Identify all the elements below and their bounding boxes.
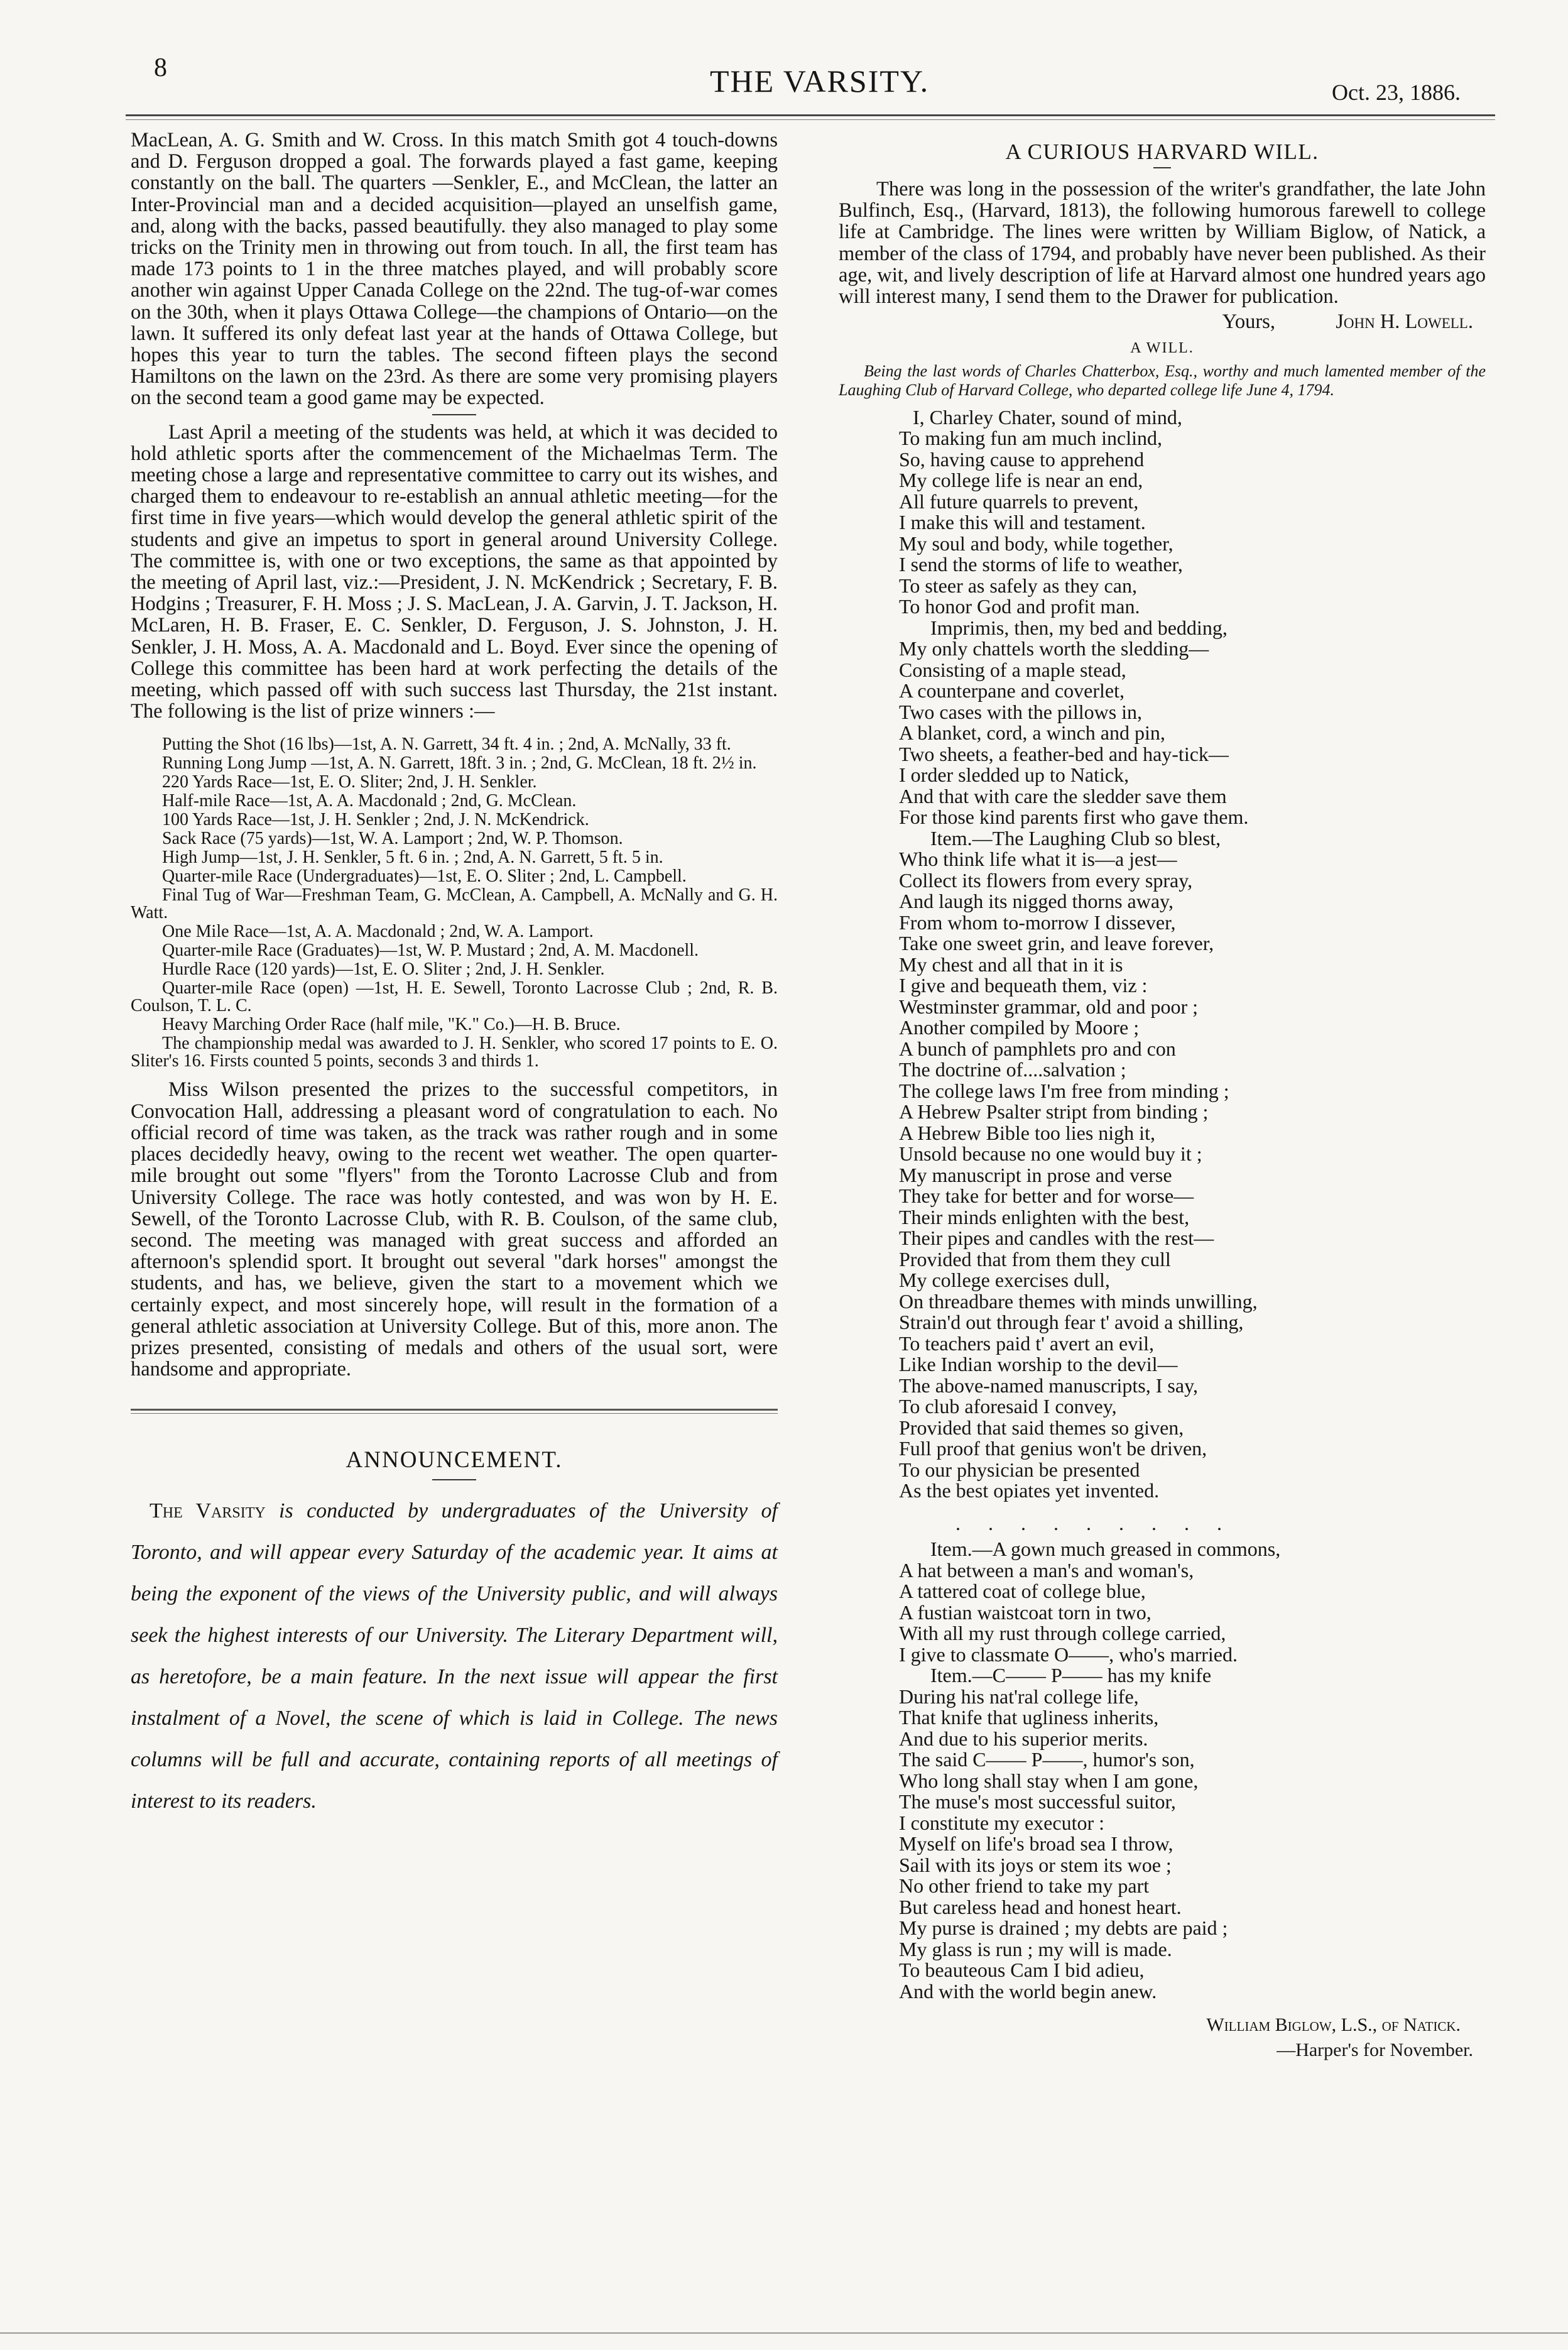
poem-line: Sail with its joys or stem its woe ; (899, 1853, 1172, 1876)
poem-line: Consisting of a maple stead, (899, 658, 1126, 681)
poem-line: To teachers paid t' avert an evil, (899, 1331, 1155, 1355)
poem-line: And laugh its nigged thorns away, (899, 890, 1173, 913)
poem-line: To steer as safely as they can, (899, 574, 1137, 597)
poem-line: Like Indian worship to the devil— (899, 1353, 1178, 1376)
poem-line: All future quarrels to prevent, (899, 489, 1139, 513)
poem-line: My soul and body, while together, (899, 532, 1173, 555)
poem-line: Item.—A gown much greased in commons, (930, 1538, 1281, 1561)
poem-line: A tattered coat of college blue, (899, 1580, 1146, 1603)
prize-entry: Heavy Marching Order Race (half mile, "K." Co.)—H. B. Bruce. (162, 1015, 621, 1035)
header-rule-thin (126, 119, 1495, 120)
athletic-meeting-paragraph: Last April a meeting of the students was held, at which it was decided to hold athletic sports after the commencement of the Michaelmas Term. The meeting chose a large and representative committee to carry out its wishes, and charged them to endeavour to re-establish an annual athletic meeting—for the first time in five years—which would develop the general athletic spirit of the students and give an impetus to sport in general around University College. The committee is, with one or two exceptions, the same as that appointed by the meeting of April last, viz.:—President, J. N. McKendrick ; Secretary, F. B. Hodgins ; Treasurer, F. H. Moss ; J. S. MacLean, J. A. Garvin, J. T. Jackson, H. McLaren, H. B. Fraser, E. C. Senkler, D. Ferguson, J. S. Johnston, J. H. Senkler, J. H. Moss, A. A. Macdonald and L. Boyd. Ever since the opening of College this committee has been hard at work perfecting the details of the meeting, which passed off with such success last Thursday, the 21st instant. The following is the list of prize winners :— (131, 420, 778, 723)
poem-line: To our physician be presented (899, 1458, 1140, 1481)
letter-author: John H. Lowell. (1336, 310, 1473, 334)
will-heading: A WILL. (1130, 340, 1194, 357)
football-report-paragraph: MacLean, A. G. Smith and W. Cross. In this match Smith got 4 touch-downs and D. Ferguson dropped a goal. The forwards played a fast game, keeping constantly on the ball. The quarters —Senkler, E., and McClean, the latter an Inter-Provincial man and a decided acquisition—played an unselfish game, and, along with the backs, passed beautifully. they also managed to play some tricks on the Trinity men in throwing out from touch. In all, the first team has made 173 points to 1 in the three matches played, and will probably score another win against Upper Canada College on the 22nd. The tug-of-war comes on the 30th, when it plays Ottawa College—the champions of Ontario—on the lawn. It suffered its only defeat last year at the hands of Ottawa College, but hopes this year to turn the tables. The second fifteen plays the second Hamiltons on the lawn on the 23rd. As there are some very promising players on the second team a good game may be expected. (131, 129, 778, 410)
prize-entry: Running Long Jump —1st, A. N. Garrett, 18ft. 3 in. ; 2nd, G. McClean, 18 ft. 2½ in. (162, 753, 757, 773)
poem-line: No other friend to take my part (899, 1874, 1150, 1898)
poem-line: But careless head and honest heart. (899, 1895, 1182, 1918)
letter-signature (839, 311, 1473, 332)
poem-line: I, Charley Chater, sound of mind, (913, 405, 1182, 429)
will-subtitle: Being the last words of Charles Chatterbox, Esq., worthy and much lamented member of the Laughing Club of Harvard College, who departed college life June 4, 1794. (839, 361, 1486, 399)
poem-line: The college laws I'm free from minding ; (899, 1079, 1229, 1102)
gutter-mark (0, 126, 8, 390)
poem-line: A hat between a man's and woman's, (899, 1558, 1194, 1582)
section-divider (432, 414, 476, 415)
prize-entry: Half-mile Race—1st, A. A. Macdonald ; 2nd, G. McClean. (162, 791, 577, 811)
poem-line: Their minds enlighten with the best, (899, 1205, 1190, 1228)
poem-line: A blanket, cord, a winch and pin, (899, 721, 1165, 745)
poem-line: To beauteous Cam I bid adieu, (899, 1959, 1145, 1982)
poem-line: I give to classmate O——, who's married. (899, 1642, 1238, 1666)
poem-line: Myself on life's broad sea I throw, (899, 1832, 1173, 1855)
poem-line: Another compiled by Moore ; (899, 1016, 1140, 1039)
right-column (839, 129, 1486, 2062)
poem-line: My chest and all that in it is (899, 953, 1123, 976)
prize-entry: Putting the Shot (16 lbs)—1st, A. N. Garrett, 34 ft. 4 in. ; 2nd, A. McNally, 33 ft. (162, 735, 731, 755)
poem-line: Who long shall stay when I am gone, (899, 1769, 1199, 1792)
poem-line: Who think life what it is—a jest— (899, 848, 1177, 871)
poem-line: A bunch of pamphlets pro and con (899, 1037, 1176, 1060)
header-rule (126, 114, 1495, 116)
announcement-title: ANNOUNCEMENT. (346, 1447, 563, 1473)
poem-line: Unsold because no one would buy it ; (899, 1142, 1202, 1166)
page-header (0, 0, 1568, 126)
harvard-will-title: A CURIOUS HARVARD WILL. (1005, 139, 1319, 164)
harvard-will-intro: There was long in the possession of the writer's grandfather, the late John Bulfinch, Esq., (Harvard, 1813), the following humorous farewell to college life at Cambridge. The lines were written by William Biglow, of Natick, a member of the class of 1794, and probably have never been published. As their age, wit, and lively description of life at Harvard almost one hundred years ago will interest many, I send them to the Drawer for publication. (839, 178, 1486, 309)
page-number: 8 (154, 53, 167, 82)
poem-line: The said C—— P——, humor's son, (899, 1748, 1195, 1771)
poem-line: Provided that said themes so given, (899, 1416, 1184, 1439)
poem-line: Westminster grammar, old and poor ; (899, 995, 1199, 1018)
spacer (131, 722, 778, 736)
poem-line: The muse's most successful suitor, (899, 1790, 1176, 1813)
poem-line: Two cases with the pillows in, (899, 700, 1143, 723)
poem-line: My manuscript in prose and verse (899, 1163, 1172, 1186)
poem-line: To making fun am much inclind, (899, 427, 1163, 450)
bottom-rule (0, 2332, 1568, 2334)
prize-presentation-paragraph: Miss Wilson presented the prizes to the successful competitors, in Convocation Hall, addressing a pleasant word of congratulation to each. No official record of time was taken, as the track was rather rough and in some places decidedly heavy, owing to the recent wet weather. The open quarter-mile brought out some "flyers" from the Toronto Lacrosse Club and from University College. The race was hotly contested, and was won by H. E. Sewell, of the Toronto Lacrosse Club, with R. B. Coulson, of the same club, second. The meeting was managed with great success and afforded an afternoon's splendid sport. It brought out several "dark horses" amongst the students, and has, we believe, given the start to a movement which we certainly expect, and most sincerely hope, will result in the formation of a general athletic association at University College. But of this, more anon. The prizes presented, consisting of medals and others of the usual sort, were handsome and appropriate. (131, 1078, 778, 1381)
poem-line: And that with care the sledder save them (899, 784, 1227, 807)
prize-entry: Hurdle Race (120 yards)—1st, E. O. Sliter ; 2nd, J. H. Senkler. (162, 959, 605, 980)
poem-line: I order sledded up to Natick, (899, 763, 1130, 787)
poem-line: Item.—C—— P—— has my knife (930, 1664, 1212, 1687)
poem-line: A Hebrew Psalter stript from binding ; (899, 1100, 1209, 1123)
poem-line: My college exercises dull, (899, 1269, 1110, 1292)
poem-line: The above-named manuscripts, I say, (899, 1374, 1198, 1397)
poem-line: I make this will and testament. (899, 511, 1146, 534)
announcement-text (131, 1490, 778, 1822)
poem-line: I give and bequeath them, viz : (899, 974, 1148, 997)
poem-line: To club aforesaid I convey, (899, 1395, 1117, 1418)
poem-line: Provided that from them they cull (899, 1247, 1171, 1271)
poem-line: My purse is drained ; my debts are paid ; (899, 1916, 1228, 1940)
varsity-name: The Varsity (150, 1499, 266, 1523)
poem-line: On threadbare themes with minds unwilling, (899, 1289, 1258, 1313)
prize-entry: Quarter-mile Race (Undergraduates)—1st, E. O. Sliter ; 2nd, L. Campbell. (162, 866, 687, 887)
poem-line: Collect its flowers from every spray, (899, 868, 1193, 892)
poem-line: That knife that ugliness inherits, (899, 1706, 1159, 1729)
poem-line: To honor God and profit man. (899, 595, 1140, 618)
poem-line: As the best opiates yet invented. (899, 1479, 1160, 1502)
poem-line: My college life is near an end, (899, 469, 1143, 492)
will-poem (899, 407, 1486, 2003)
announcement-rule-thin (131, 1413, 778, 1414)
poem-line: A counterpane and coverlet, (899, 679, 1124, 702)
poem-line: Take one sweet grin, and leave forever, (899, 932, 1214, 955)
prize-entry: 220 Yards Race—1st, E. O. Sliter; 2nd, J. H. Senkler. (162, 772, 537, 792)
announcement-rule (131, 1409, 778, 1411)
prize-entry: The championship medal was awarded to J. H. Senkler, who scored 17 points to E. O. Sliter's 16. Firsts counted 5 points, seconds 3 and thirds 1. (131, 1034, 778, 1071)
poem-line: The doctrine of....salvation ; (899, 1058, 1126, 1081)
poem-line: During his nat'ral college life, (899, 1685, 1139, 1708)
poem-line: Two sheets, a feather-bed and hay-tick— (899, 742, 1229, 765)
poem-line: I send the storms of life to weather, (899, 553, 1183, 576)
poem-line: A fustian waistcoat torn in two, (899, 1600, 1152, 1624)
issue-date: Oct. 23, 1886. (1332, 80, 1461, 105)
announcement-divider (432, 1479, 476, 1480)
poem-line: They take for better and for worse— (899, 1184, 1194, 1208)
left-column (131, 129, 778, 1822)
poem-line: For those kind parents first who gave them. (899, 806, 1249, 829)
poem-line: Strain'd out through fear t' avoid a shilling, (899, 1311, 1244, 1334)
poem-source: —Harper's for November. (1277, 2040, 1473, 2061)
poem-line: Their pipes and candles with the rest— (899, 1227, 1214, 1250)
poem-line: And due to his superior merits. (899, 1727, 1148, 1750)
poem-line: A Hebrew Bible too lies nigh it, (899, 1121, 1155, 1144)
poem-line: My glass is run ; my will is made. (899, 1937, 1172, 1960)
prize-entry: High Jump—1st, J. H. Senkler, 5 ft. 6 in. ; 2nd, A. N. Garrett, 5 ft. 5 in. (162, 848, 663, 868)
title-divider (1153, 167, 1171, 168)
prize-entry: Quarter-mile Race (open) —1st, H. E. Sewell, Toronto Lacrosse Club ; 2nd, R. B. Coulson, T. L. C. (131, 978, 778, 1016)
poem-line: Item.—The Laughing Club so blest, (930, 826, 1221, 850)
poem-line: My only chattels worth the sledding— (899, 637, 1209, 660)
poem-line: Full proof that genius won't be driven, (899, 1437, 1207, 1460)
masthead-title: THE VARSITY. (710, 63, 930, 99)
prize-entry: 100 Yards Race—1st, J. H. Senkler ; 2nd, J. N. McKendrick. (162, 810, 589, 830)
poem-line: With all my rust through college carried, (899, 1622, 1226, 1645)
yours-closing: Yours, (1222, 310, 1275, 334)
poem-line: Imprimis, then, my bed and bedding, (930, 616, 1228, 639)
poem-ellipsis: . . . . . . . . . (956, 1511, 1233, 1534)
poem-line: From whom to-morrow I dissever, (899, 910, 1176, 934)
poem-line: I constitute my executor : (899, 1811, 1105, 1834)
poem-line: And with the world begin anew. (899, 1979, 1157, 2003)
prize-entry: One Mile Race—1st, A. A. Macdonald ; 2nd, W. A. Lamport. (162, 922, 594, 942)
prize-entry: Final Tug of War—Freshman Team, G. McClean, A. Campbell, A. McNally and G. H. Watt. (131, 885, 778, 923)
announcement-body: is conducted by undergraduates of the University of Toronto, and will appear every Saturday of the academic year. It aims at being the exponent of the views of the University public, and will always seek the highest interests of our University. The Literary Department will, as heretofore, be a main feature. In the next issue will appear the first instalment of a Novel, the scene of which is laid in College. The news columns will be full and accurate, containing reports of all meetings of interest to its readers. (131, 1499, 778, 1813)
prize-entry: Sack Race (75 yards)—1st, W. A. Lamport ; 2nd, W. P. Thomson. (162, 829, 623, 849)
poem-line: So, having cause to apprehend (899, 447, 1145, 471)
poem-signoff: William Biglow, L.S., of Natick. (1206, 2014, 1461, 2036)
prize-entry: Quarter-mile Race (Graduates)—1st, W. P. Mustard ; 2nd, A. M. Macdonell. (162, 941, 699, 961)
prize-list (131, 736, 778, 1070)
